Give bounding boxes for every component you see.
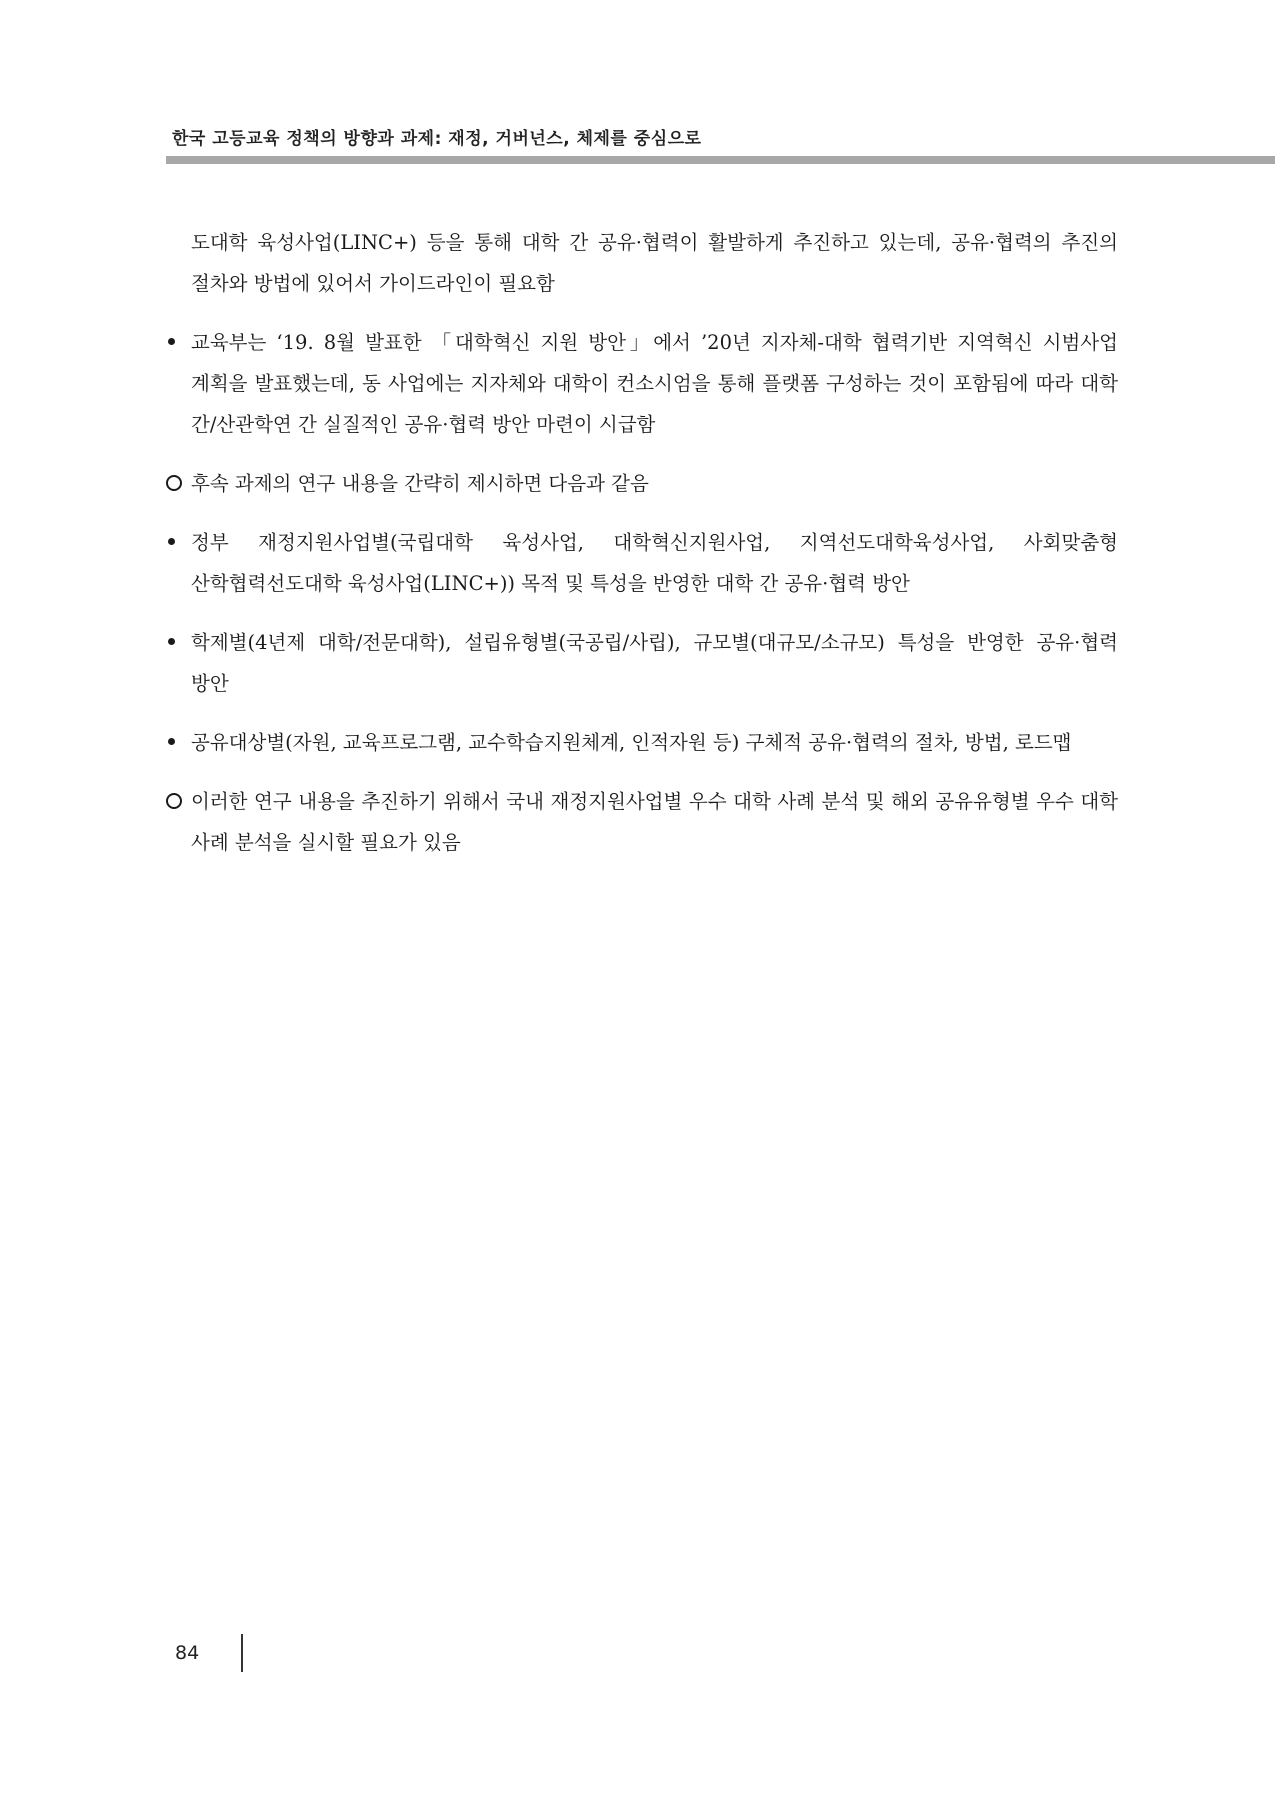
page-number: 84 <box>175 1642 200 1664</box>
bullet-text: 학제별(4년제 대학/전문대학), 설립유형별(국공립/사립), 규모별(대규모/소규모) 특성을 반영한 공유·협력 방안 <box>191 631 1118 695</box>
bullet-item <box>166 622 1118 704</box>
bullet-item <box>166 722 1118 763</box>
circle-item-text: 후속 과제의 연구 내용을 간략히 제시하면 다음과 같음 <box>191 472 649 495</box>
circle-item <box>166 781 1118 863</box>
bullet-text: 공유대상별(자원, 교육프로그램, 교수학습지원체계, 인적자원 등) 구체적 공유·협력의 절차, 방법, 로드맵 <box>191 731 1072 754</box>
header-rule <box>166 156 1275 164</box>
bullet-text: 정부 재정지원사업별(국립대학 육성사업, 대학혁신지원사업, 지역선도대학육성사업, 사회맞춤형 산학협력선도대학 육성사업(LINC+)) 목적 및 특성을 반영한 대학 간 공유·협력 방안 <box>191 531 1118 595</box>
footer-divider <box>241 1634 243 1672</box>
bullet-dot-icon <box>166 522 188 563</box>
page-body <box>166 222 1118 881</box>
circle-bullet-icon <box>166 781 188 822</box>
continued-paragraph: 도대학 육성사업(LINC+) 등을 통해 대학 간 공유·협력이 활발하게 추진하고 있는데, 공유·협력의 추진의 절차와 방법에 있어서 가이드라인이 필요함 <box>191 231 1118 295</box>
bullet-item <box>166 322 1118 445</box>
circle-item-text: 이러한 연구 내용을 추진하기 위해서 국내 재정지원사업별 우수 대학 사례 분석 및 해외 공유유형별 우수 대학 사례 분석을 실시할 필요가 있음 <box>191 790 1118 854</box>
running-header-title: 한국 고등교육 정책의 방향과 과제: 재정, 거버넌스, 체제를 중심으로 <box>172 129 702 149</box>
bullet-text: 교육부는 ‘19. 8월 발표한 「대학혁신 지원 방안」에서 ’20년 지자체-대학 협력기반 지역혁신 시범사업 계획을 발표했는데, 동 사업에는 지자체와 대학이 컨소시엄을 통해 플랫폼 구성하는 것이 포함됨에 따라 대학 간/산관학연 간 실질적인 공유·협력 방안 마련이 시급함 <box>191 331 1118 436</box>
bullet-item <box>166 522 1118 604</box>
bullet-dot-icon <box>166 622 188 663</box>
bullet-dot-icon <box>166 722 188 763</box>
circle-bullet-icon <box>166 463 188 504</box>
bullet-dot-icon <box>166 322 188 363</box>
circle-item <box>166 463 1118 504</box>
